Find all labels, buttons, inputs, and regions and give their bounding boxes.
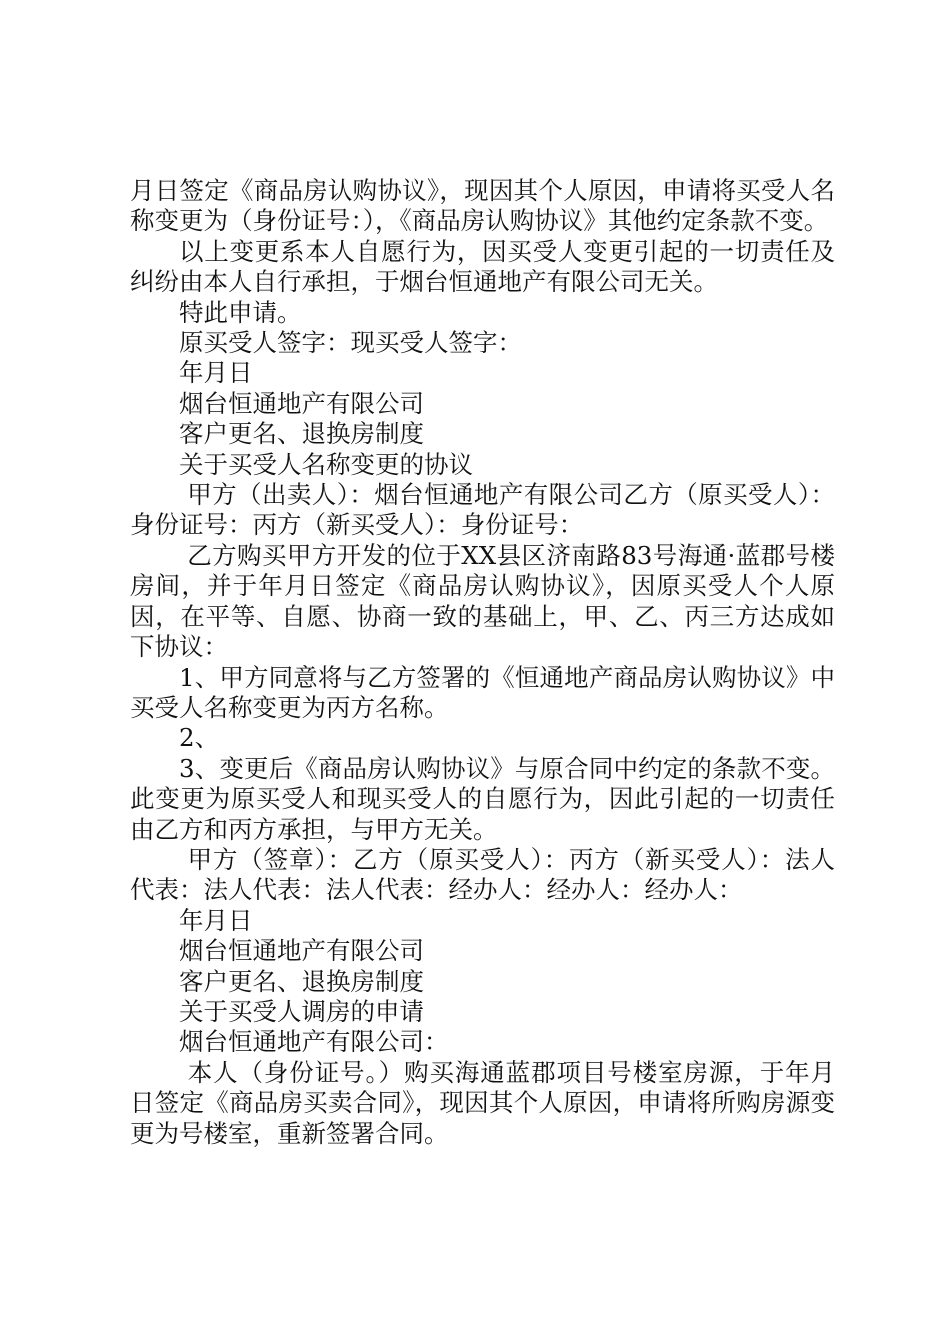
paragraph-19: 烟台恒通地产有限公司：	[179, 1027, 449, 1057]
paragraph-4: 原买受人签字：现买受人签字：	[179, 328, 522, 358]
paragraph-15: 年月日	[179, 905, 253, 935]
paragraph-17: 客户更名、退换房制度	[179, 966, 424, 996]
paragraph-11: 1、甲方同意将与乙方签署的《恒通地产商品房认购协议》中买受人名称变更为丙方名称。	[130, 662, 835, 722]
paragraph-2: 以上变更系本人自愿行为，因买受人变更引起的一切责任及纠纷由本人自行承担，于烟台恒通地产有限公司无关。	[130, 236, 835, 297]
paragraph-14: 甲方（签章）：乙方（原买受人）：丙方（新买受人）：法人代表：法人代表：法人代表：经办人：经办人：经办人：	[130, 844, 836, 905]
paragraph-3: 特此申请。	[179, 297, 302, 327]
paragraph-1: 月日签定《商品房认购协议》，现因其个人原因，申请将买受人名称变更为（身份证号：），《商品房认购协议》其他约定条款不变。	[130, 176, 835, 236]
paragraph-7: 客户更名、退换房制度	[179, 419, 424, 449]
paragraph-20: 本人（身份证号。）购买海通蓝郡项目号楼室房源，于年月日签定《商品房买卖合同》，现因其个人原因，申请将所购房源变更为号楼室，重新签署合同。	[130, 1057, 836, 1148]
paragraph-5: 年月日	[179, 358, 253, 388]
paragraph-6: 烟台恒通地产有限公司	[179, 388, 424, 418]
document-body	[130, 176, 835, 1149]
paragraph-8: 关于买受人名称变更的协议	[179, 449, 473, 479]
paragraph-16: 烟台恒通地产有限公司	[179, 936, 424, 966]
paragraph-13: 3、变更后《商品房认购协议》与原合同中约定的条款不变。此变更为原买受人和现买受人的自愿行为，因此引起的一切责任由乙方和丙方承担，与甲方无关。	[130, 753, 835, 844]
paragraph-9: 甲方（出卖人）：烟台恒通地产有限公司乙方（原买受人）：身份证号：丙方（新买受人）：身份证号：	[130, 480, 835, 540]
paragraph-18: 关于买受人调房的申请	[179, 996, 424, 1026]
paragraph-12: 2、	[179, 723, 220, 753]
paragraph-10: 乙方购买甲方开发的位于XX县区济南路83号海通·蓝郡号楼房间，并于年月日签定《商品房认购协议》，因原买受人个人原因，在平等、自愿、协商一致的基础上，甲、乙、丙三方达成如下协议：	[130, 540, 835, 662]
